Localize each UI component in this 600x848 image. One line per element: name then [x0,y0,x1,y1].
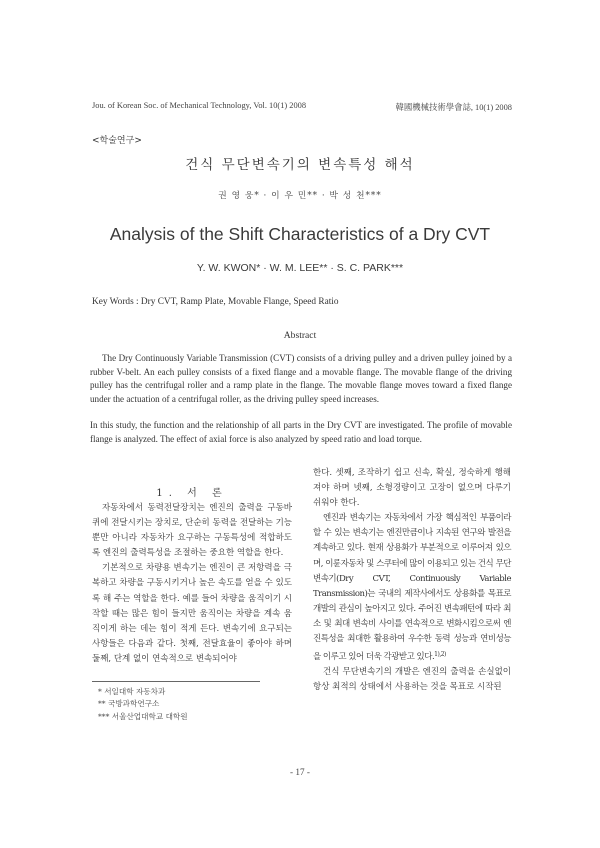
english-authors: Y. W. KWON* · W. M. LEE** · S. C. PARK*** [196,262,404,274]
korean-authors: 권 영 웅* · 이 우 민** · 박 성 천*** [218,191,382,201]
body-paragraph-3: 한다. 셋째, 조작하기 쉽고 신속, 확실, 정숙하게 행해져야 하며 넷째, 소형경량이고 고장이 없으며 다루기 쉬워야 한다. [313,468,511,509]
left-column [92,501,292,667]
footnote-2: ** 국방과학연구소 [98,699,160,709]
page-number: - 17 - [290,767,310,777]
citation-superscript: 1),2) [434,651,446,659]
article-category: <학술연구> [92,136,142,146]
abstract-paragraph-2: In this study, the function and the relationship of all parts in the Dry CVT are investigated. The profile of movable flange is analyzed. The effect of axial force is also analyzed by speed ratio and load torque. [90,420,512,444]
english-title: Analysis of the Shift Characteristics of a Dry CVT [109,224,491,244]
section-heading-introduction: 1. 서 론 [156,488,228,499]
body-paragraph-5: 건식 무단변속기의 개발은 엔진의 출력을 손실없이 항상 최적의 상태에서 사용하는 것을 목표로 시작된 [313,667,511,693]
korean-title: 건식 무단변속기의 변속특성 해석 [185,157,415,173]
body-paragraph-2: 기본적으로 차량용 변속기는 엔진이 큰 저항력을 극복하고 차량을 구동시키거나 높은 속도를 얻을 수 있도록 해 주는 역할을 한다. 예를 들어 차량을 움직이기 시작할 때는 많은 힘이 들지만 움직이는 차량을 계속 움직이게 하는 데는 힘이 적게 든다. 변속기에 요구되는 사항들은 다음과 같다. 첫째, 전달효율이 좋아야 하며 둘째, 단계 없이 연속적으로 변속되어야 [92,563,292,664]
abstract-paragraph-1: The Dry Continuously Variable Transmission (CVT) consists of a driving pulley and a driven pulley joined by a rubber V-belt. An each pulley consists of a fixed flange and a movable flange. The movable flange of the driving pulley has the centrifugal roller and a ramp plate in the flange. The movable flange moves toward a fixed flange under the actuation of a centrifugal roller, as the driving pulley speed increases. [90,353,512,404]
abstract-heading: Abstract [283,330,317,341]
body-paragraph-4 [313,511,511,665]
body-paragraph-4-text: 엔진과 변속기는 자동차에서 가장 핵심적인 부품이라 할 수 있는 변속기는 엔진만큼이나 지속된 연구와 발전을 계속하고 있다. 현재 상용화가 부분적으로 이루어져 있으며, 이륜자동차 및 스쿠터에 많이 이용되고 있는 건식 무단변속기(Dry CVT, Continuously Variable Transmission)는 국내의 제작사에서도 상용화를 목표로 개발의 관심이 높아지고 있다. 주어진 변속패턴에 따라 최소 및 최대 변속비 사이를 연속적으로 변화시킴으로써 엔진특성을 최대한 활용하여 우수한 동력 성능과 연비성능을 이루고 있어 더욱 각광받고 있다. [313,513,511,663]
footnote-3: *** 서울산업대학교 대학원 [98,711,188,721]
keywords: Key Words : Dry CVT, Ramp Plate, Movable Flange, Speed Ratio [92,297,339,307]
footnote-1: * 서일대학 자동차과 [98,687,166,696]
footnote-divider [92,681,260,682]
running-head-right: 韓國機械技術學會誌, 10(1) 2008 [395,103,512,112]
running-head-left: Jou. of Korean Soc. of Mechanical Technology, Vol. 10(1) 2008 [92,101,307,110]
body-paragraph-1: 자동차에서 동력전달장치는 엔진의 출력을 구동바퀴에 전달시키는 장치로, 단순히 동력을 전달하는 기능뿐만 아니라 자동차가 요구하는 구동특성에 적합하도록 엔진의 출력특성을 조절하는 중요한 역할을 한다. [92,503,292,559]
footnotes [98,686,188,723]
right-column [313,466,511,695]
